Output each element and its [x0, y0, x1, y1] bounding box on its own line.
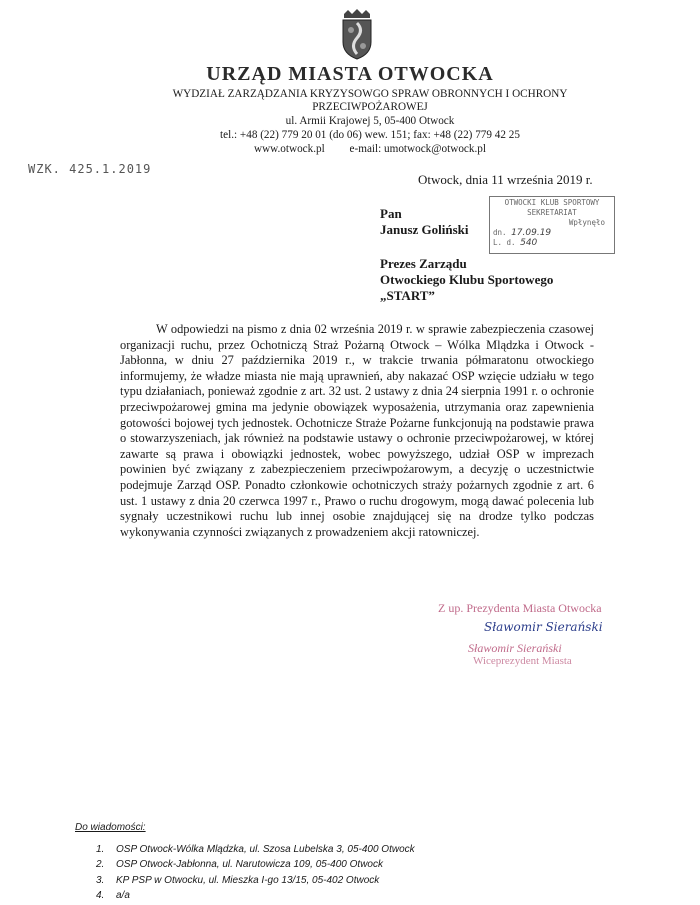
- stamp-date-row: [493, 228, 611, 238]
- recipient-club: „START”: [380, 288, 435, 303]
- recipient-organization: Otwockiego Klubu Sportowego: [380, 272, 554, 287]
- department-line-1: WYDZIAŁ ZARZĄDZANIA KRYZYSOWGO SPRAW OBRONNYCH I OCHRONY: [172, 88, 568, 100]
- list-item: 4. a/a: [96, 889, 130, 901]
- signature-role: Z up. Prezydenta Miasta Otwocka: [438, 601, 602, 615]
- office-address: ul. Armii Krajowej 5, 05-400 Otwock: [285, 115, 455, 127]
- list-item: 2. OSP Otwock-Jabłonna, ul. Narutowicza 109, 05-400 Otwock: [96, 859, 383, 871]
- stamp-ld-row: [493, 238, 611, 248]
- list-item: 3. KP PSP w Otwocku, ul. Mieszka I-go 13/15, 05-402 Otwock: [96, 874, 380, 886]
- list-item: 1. OSP Otwock-Wólka Mlądzka, ul. Szosa Lubelska 3, 05-400 Otwock: [96, 844, 415, 855]
- office-phones: tel.: +48 (22) 779 20 01 (do 06) wew. 151; fax: +48 (22) 779 42 25: [220, 129, 520, 141]
- signatory-name: Sławomir Sierański: [468, 641, 562, 655]
- email-link[interactable]: e-mail: umotwock@otwock.pl: [349, 143, 486, 155]
- date-line: Otwock, dnia 11 września 2019 r.: [418, 172, 593, 187]
- received-stamp: [489, 196, 615, 254]
- office-title: URZĄD MIASTA OTWOCKA: [206, 63, 494, 85]
- city-coat-of-arms-icon: [340, 8, 374, 60]
- stamp-ld-label: L. d.: [493, 238, 516, 247]
- office-web-contact: [110, 143, 630, 156]
- reference-number: WZK. 425.1.2019: [28, 162, 152, 176]
- stamp-date-value: 17.09.19: [511, 228, 552, 238]
- stamp-ld-value: 540: [520, 238, 538, 248]
- recipient-role: Prezes Zarządu: [380, 256, 467, 271]
- department-line-2: PRZECIWPOŻAROWEJ: [312, 101, 428, 113]
- recipient-salutation: Pan: [380, 206, 402, 221]
- stamp-line-3: Wpłynęło: [568, 218, 605, 227]
- handwritten-signature: Sławomir Sierański: [484, 620, 603, 634]
- signatory-title: Wiceprezydent Miasta: [473, 655, 572, 667]
- stamp-date-label: dn.: [493, 228, 507, 237]
- recipient-name: Janusz Goliński: [380, 222, 469, 237]
- stamp-line-2: SEKRETARIAT: [527, 208, 577, 217]
- stamp-line-1: OTWOCKI KLUB SPORTOWY: [504, 198, 600, 207]
- distribution-list: [96, 842, 415, 903]
- letter-body: W odpowiedzi na pismo z dnia 02 września 2019 r. w sprawie zabezpieczenia czasowej organizacji ruchu, przez Ochotniczą Straż Pożarną Otwock – Wólka Mlądzka i Otwock - Jabłonna, w dniu 27 października 2019 r., w trakcie trwania półmaratonu otwockiego informujemy, że władze miasta nie mają uprawnień, aby nakazać OSP wzięcie udziału w tego typu działaniach, ponieważ zgodnie z art. 32 ust. 2 ustawy z dnia 24 sierpnia 1991 r. o ochronie przeciwpożarowej gmina ma jedynie obowiązek wyposażenia, utrzymania oraz zapewnienia gotowości bojowej tych jednostek. Ochotnicze Straże Pożarne funkcjonują na podstawie prawa o stowarzyszeniach, jak również na podstawie ustawy o ochronie przeciwpożarowej, w której zawarte są prawa i obowiązki jednostek, wobec powyższego, udział OSP w imprezach powinien być związany z zabezpieczeniem przeciwpożarowym, a decyzję o uczestnictwie podejmuje Zarząd OSP. Ponadto członkowie ochotniczych straży pożarnych zgodnie z art. 6 ust. 1 ustawy z dnia 20 czerwca 1997 r., Prawo o ruchu drogowym, mogą dawać polecenia lub sygnały uczestnikowi ruchu lub innej osobie znajdującej się na drodze tylko podczas wykonywania czynności związanych z prowadzeniem akcji ratowniczej.: [120, 322, 594, 539]
- distribution-heading: Do wiadomości:: [75, 822, 146, 833]
- website-link[interactable]: www.otwock.pl: [254, 143, 325, 155]
